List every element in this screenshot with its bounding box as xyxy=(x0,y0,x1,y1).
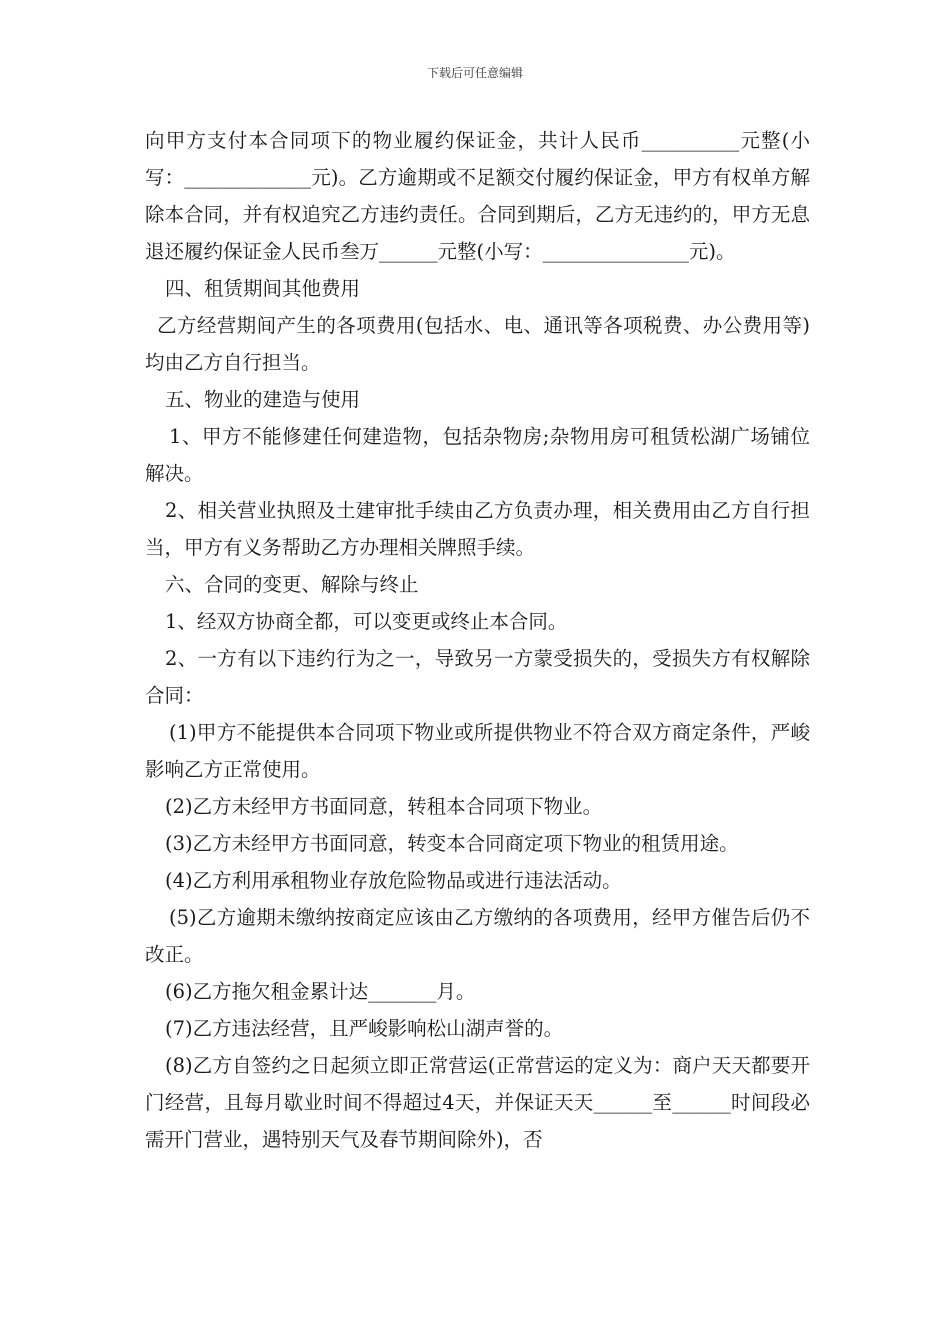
clause-item: 2、相关营业执照及土建审批手续由乙方负责办理，相关费用由乙方自行担当，甲方有义务帮助乙方办理相关牌照手续。 xyxy=(145,499,810,559)
sub-clause-item: (8)乙方自签约之日起须立即正常营运(正常营运的定义为：商户天天都要开门经营，且每月歇业时间不得超过4天，并保证天天______至______时间段必需开门营业，遇特别天气及春节期间除外)，否 xyxy=(145,1054,810,1151)
clause-item: 1、甲方不能修建任何建造物，包括杂物房;杂物用房可租赁松湖广场铺位解决。 xyxy=(145,425,810,485)
section-heading: 五、物业的建造与使用 xyxy=(165,388,361,411)
paragraph: 向甲方支付本合同项下的物业履约保证金，共计人民币__________元整(小写：_____________元)。乙方逾期或不足额交付履约保证金，甲方有权单方解除本合同，并有权追究乙方违约责任。合同到期后，乙方无违约的，甲方无息退还履约保证金人民币叁万______元整(小写：_______________元)。 xyxy=(145,129,810,263)
document-body xyxy=(145,122,810,1158)
page-header: 下载后可任意编辑 xyxy=(426,66,523,80)
sub-clause-item: (6)乙方拖欠租金累计达_______月。 xyxy=(165,980,476,1003)
sub-clause-item: (1)甲方不能提供本合同项下物业或所提供物业不符合双方商定条件，严峻影响乙方正常使用。 xyxy=(145,721,810,781)
paragraph: 乙方经营期间产生的各项费用(包括水、电、通讯等各项税费、办公费用等)均由乙方自行担当。 xyxy=(145,314,810,374)
clause-item: 2、一方有以下违约行为之一，导致另一方蒙受损失的，受损失方有权解除合同： xyxy=(145,647,810,707)
clause-item: 1、经双方协商全都，可以变更或终止本合同。 xyxy=(165,610,568,633)
section-heading: 六、合同的变更、解除与终止 xyxy=(165,573,419,596)
sub-clause-item: (5)乙方逾期未缴纳按商定应该由乙方缴纳的各项费用，经甲方催告后仍不改正。 xyxy=(145,906,810,966)
sub-clause-item: (7)乙方违法经营，且严峻影响松山湖声誉的。 xyxy=(165,1017,564,1040)
section-heading: 四、租赁期间其他费用 xyxy=(165,277,361,300)
sub-clause-item: (3)乙方未经甲方书面同意，转变本合同商定项下物业的租赁用途。 xyxy=(165,832,739,855)
sub-clause-item: (4)乙方利用承租物业存放危险物品或进行违法活动。 xyxy=(165,869,622,892)
sub-clause-item: (2)乙方未经甲方书面同意，转租本合同项下物业。 xyxy=(165,795,603,818)
